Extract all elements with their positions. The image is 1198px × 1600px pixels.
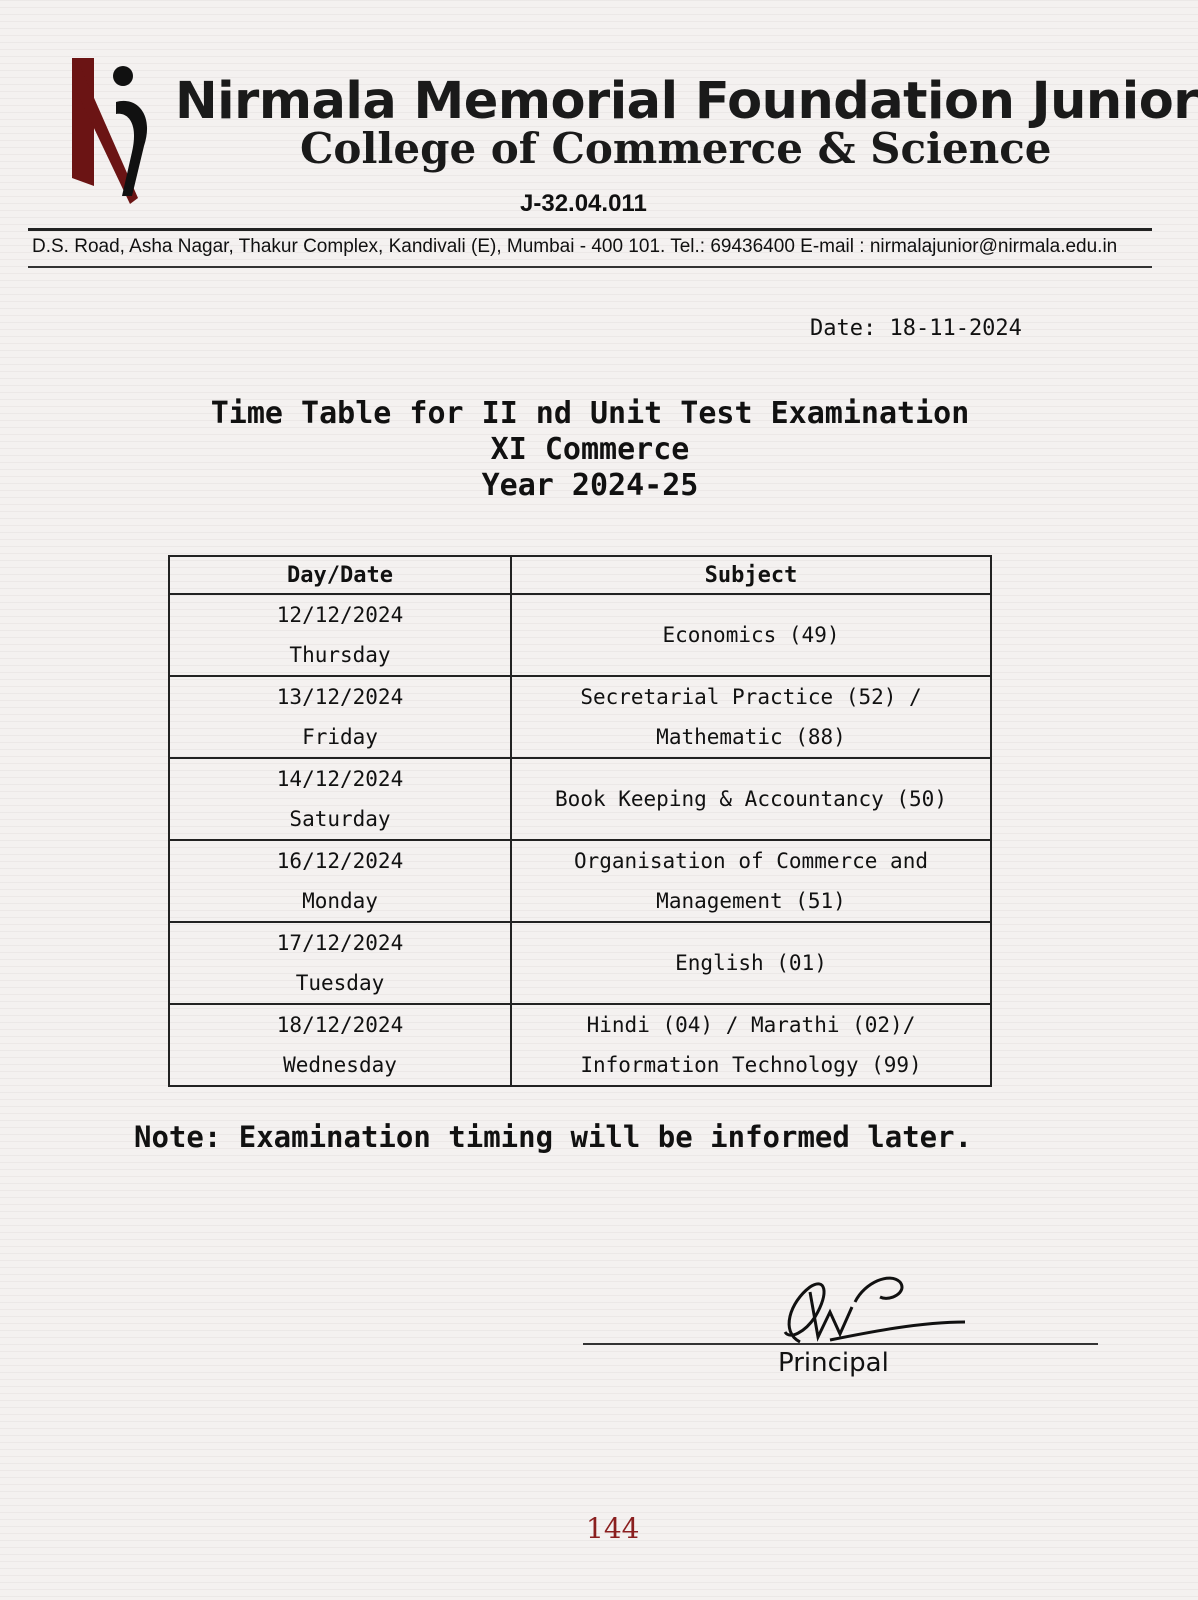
signatory-title: Principal (778, 1348, 889, 1378)
header-day-date: Day/Date (169, 556, 511, 594)
day-date-cell (169, 676, 511, 758)
exam-day: Thursday (289, 643, 391, 667)
subject-cell (511, 676, 991, 758)
signature-line (583, 1343, 1098, 1345)
subject-line1: Organisation of Commerce and (573, 849, 928, 873)
header-divider-top (28, 228, 1152, 231)
exam-date: 16/12/2024 (276, 849, 404, 873)
day-date-cell (169, 758, 511, 840)
signature-icon (770, 1262, 980, 1352)
exam-date: 17/12/2024 (276, 931, 404, 955)
college-name-line2: College of Commerce & Science (300, 124, 1052, 173)
subject-cell (511, 922, 991, 1004)
exam-date: 14/12/2024 (276, 767, 404, 791)
document-date: Date: 18-11-2024 (810, 316, 1022, 341)
day-date-cell (169, 840, 511, 922)
exam-day: Friday (302, 725, 378, 749)
day-date-cell (169, 594, 511, 676)
subject-line2: Information Technology (99) (580, 1053, 922, 1077)
table-row (169, 676, 991, 758)
college-code: J-32.04.011 (520, 190, 647, 217)
exam-day: Monday (302, 889, 378, 913)
subject-line1: Book Keeping & Accountancy (50) (555, 787, 947, 811)
exam-day: Tuesday (295, 971, 385, 995)
table-row (169, 922, 991, 1004)
header-divider-bottom (28, 266, 1152, 268)
college-address: D.S. Road, Asha Nagar, Thakur Complex, Kandivali (E), Mumbai - 400 101. Tel.: 69436400 E-mail : nirmalajunior@nirmala.edu.in (32, 236, 1118, 257)
title-line1: Time Table for II nd Unit Test Examination (210, 396, 970, 431)
subject-line1: English (01) (675, 951, 827, 975)
subject-line2: Mathematic (88) (656, 725, 846, 749)
subject-line1: Hindi (04) / Marathi (02)/ (586, 1013, 916, 1037)
day-date-cell (169, 1004, 511, 1086)
subject-cell (511, 594, 991, 676)
exam-note: Note: Examination timing will be informed later. (134, 1120, 973, 1154)
exam-day: Wednesday (283, 1053, 397, 1077)
day-date-cell (169, 922, 511, 1004)
title-line2: XI Commerce (490, 432, 690, 467)
subject-cell (511, 758, 991, 840)
header-subject: Subject (511, 556, 991, 594)
subject-line2: Management (51) (656, 889, 846, 913)
subject-cell (511, 1004, 991, 1086)
subject-line1: Economics (49) (662, 623, 840, 647)
table-row (169, 758, 991, 840)
exam-date: 13/12/2024 (276, 685, 404, 709)
subject-cell (511, 840, 991, 922)
table-row (169, 594, 991, 676)
timetable (168, 555, 992, 1087)
exam-date: 18/12/2024 (276, 1013, 404, 1037)
exam-day: Saturday (289, 807, 391, 831)
table-header-row (169, 556, 991, 594)
college-logo-icon (68, 56, 158, 206)
college-name-line1: Nirmala Memorial Foundation Junior (175, 72, 1198, 131)
title-line3: Year 2024-25 (481, 468, 699, 503)
table-row (169, 840, 991, 922)
page-number: 144 (586, 1512, 640, 1545)
subject-line1: Secretarial Practice (52) / (580, 685, 922, 709)
exam-date: 12/12/2024 (276, 603, 404, 627)
table-row (169, 1004, 991, 1086)
